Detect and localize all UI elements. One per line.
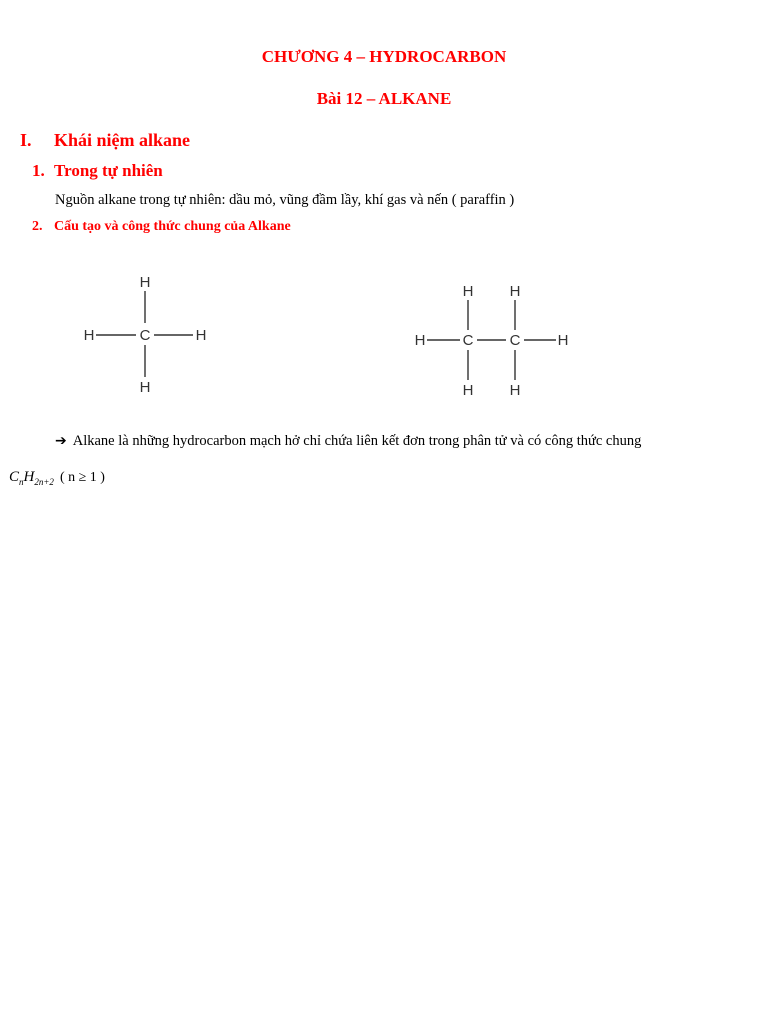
ethane-c-2: C <box>509 332 521 349</box>
methane-h-top: H <box>139 274 151 291</box>
methane-c: C <box>139 327 151 344</box>
formula-hydrogen: H <box>23 469 35 485</box>
methane-structure-diagram <box>70 262 230 402</box>
ethane-h-bottom-2: H <box>509 382 521 399</box>
subsection-heading-2 <box>32 219 291 235</box>
methane-h-right: H <box>195 327 207 344</box>
lesson-title: Bài 12 – ALKANE <box>316 89 452 108</box>
subsection-title: Cấu tạo và công thức chung của Alkane <box>54 219 291 234</box>
section-number: I. <box>20 130 32 150</box>
formula-carbon: C <box>9 469 20 485</box>
methane-h-left: H <box>83 327 95 344</box>
methane-h-bottom: H <box>139 379 151 396</box>
section-title: Khái niệm alkane <box>54 130 191 150</box>
ethane-h-top-1: H <box>462 283 474 300</box>
ethane-c-1: C <box>462 332 474 349</box>
section-heading-1 <box>20 130 190 151</box>
conclusion-text: Alkane là những hydrocarbon mạch hở chỉ chứa liên kết đơn trong phân tử và có công thức chung <box>72 433 642 449</box>
arrow-right-icon: ➔ <box>55 433 67 449</box>
subsection-heading-1 <box>32 161 163 181</box>
subsection-title: Trong tự nhiên <box>54 161 163 180</box>
formula-hydrogen-subscript: 2n+2 <box>34 477 54 487</box>
ethane-h-right: H <box>557 332 569 349</box>
ethane-h-bottom-1: H <box>462 382 474 399</box>
general-formula <box>9 469 105 486</box>
formula-carbon-subscript: n <box>19 477 24 487</box>
ethane-structure-diagram <box>405 278 585 403</box>
ethane-h-top-2: H <box>509 283 521 300</box>
ethane-h-left: H <box>414 332 426 349</box>
subsection-number: 2. <box>32 219 43 234</box>
paragraph-natural-sources: Nguồn alkane trong tự nhiên: dầu mỏ, vũng đầm lầy, khí gas và nến ( paraffin ) <box>55 192 515 208</box>
conclusion-line <box>55 433 641 450</box>
chapter-title: CHƯƠNG 4 – HYDROCARBON <box>261 47 507 66</box>
subsection-number: 1. <box>32 161 45 180</box>
formula-condition: ( n ≥ 1 ) <box>59 470 105 485</box>
